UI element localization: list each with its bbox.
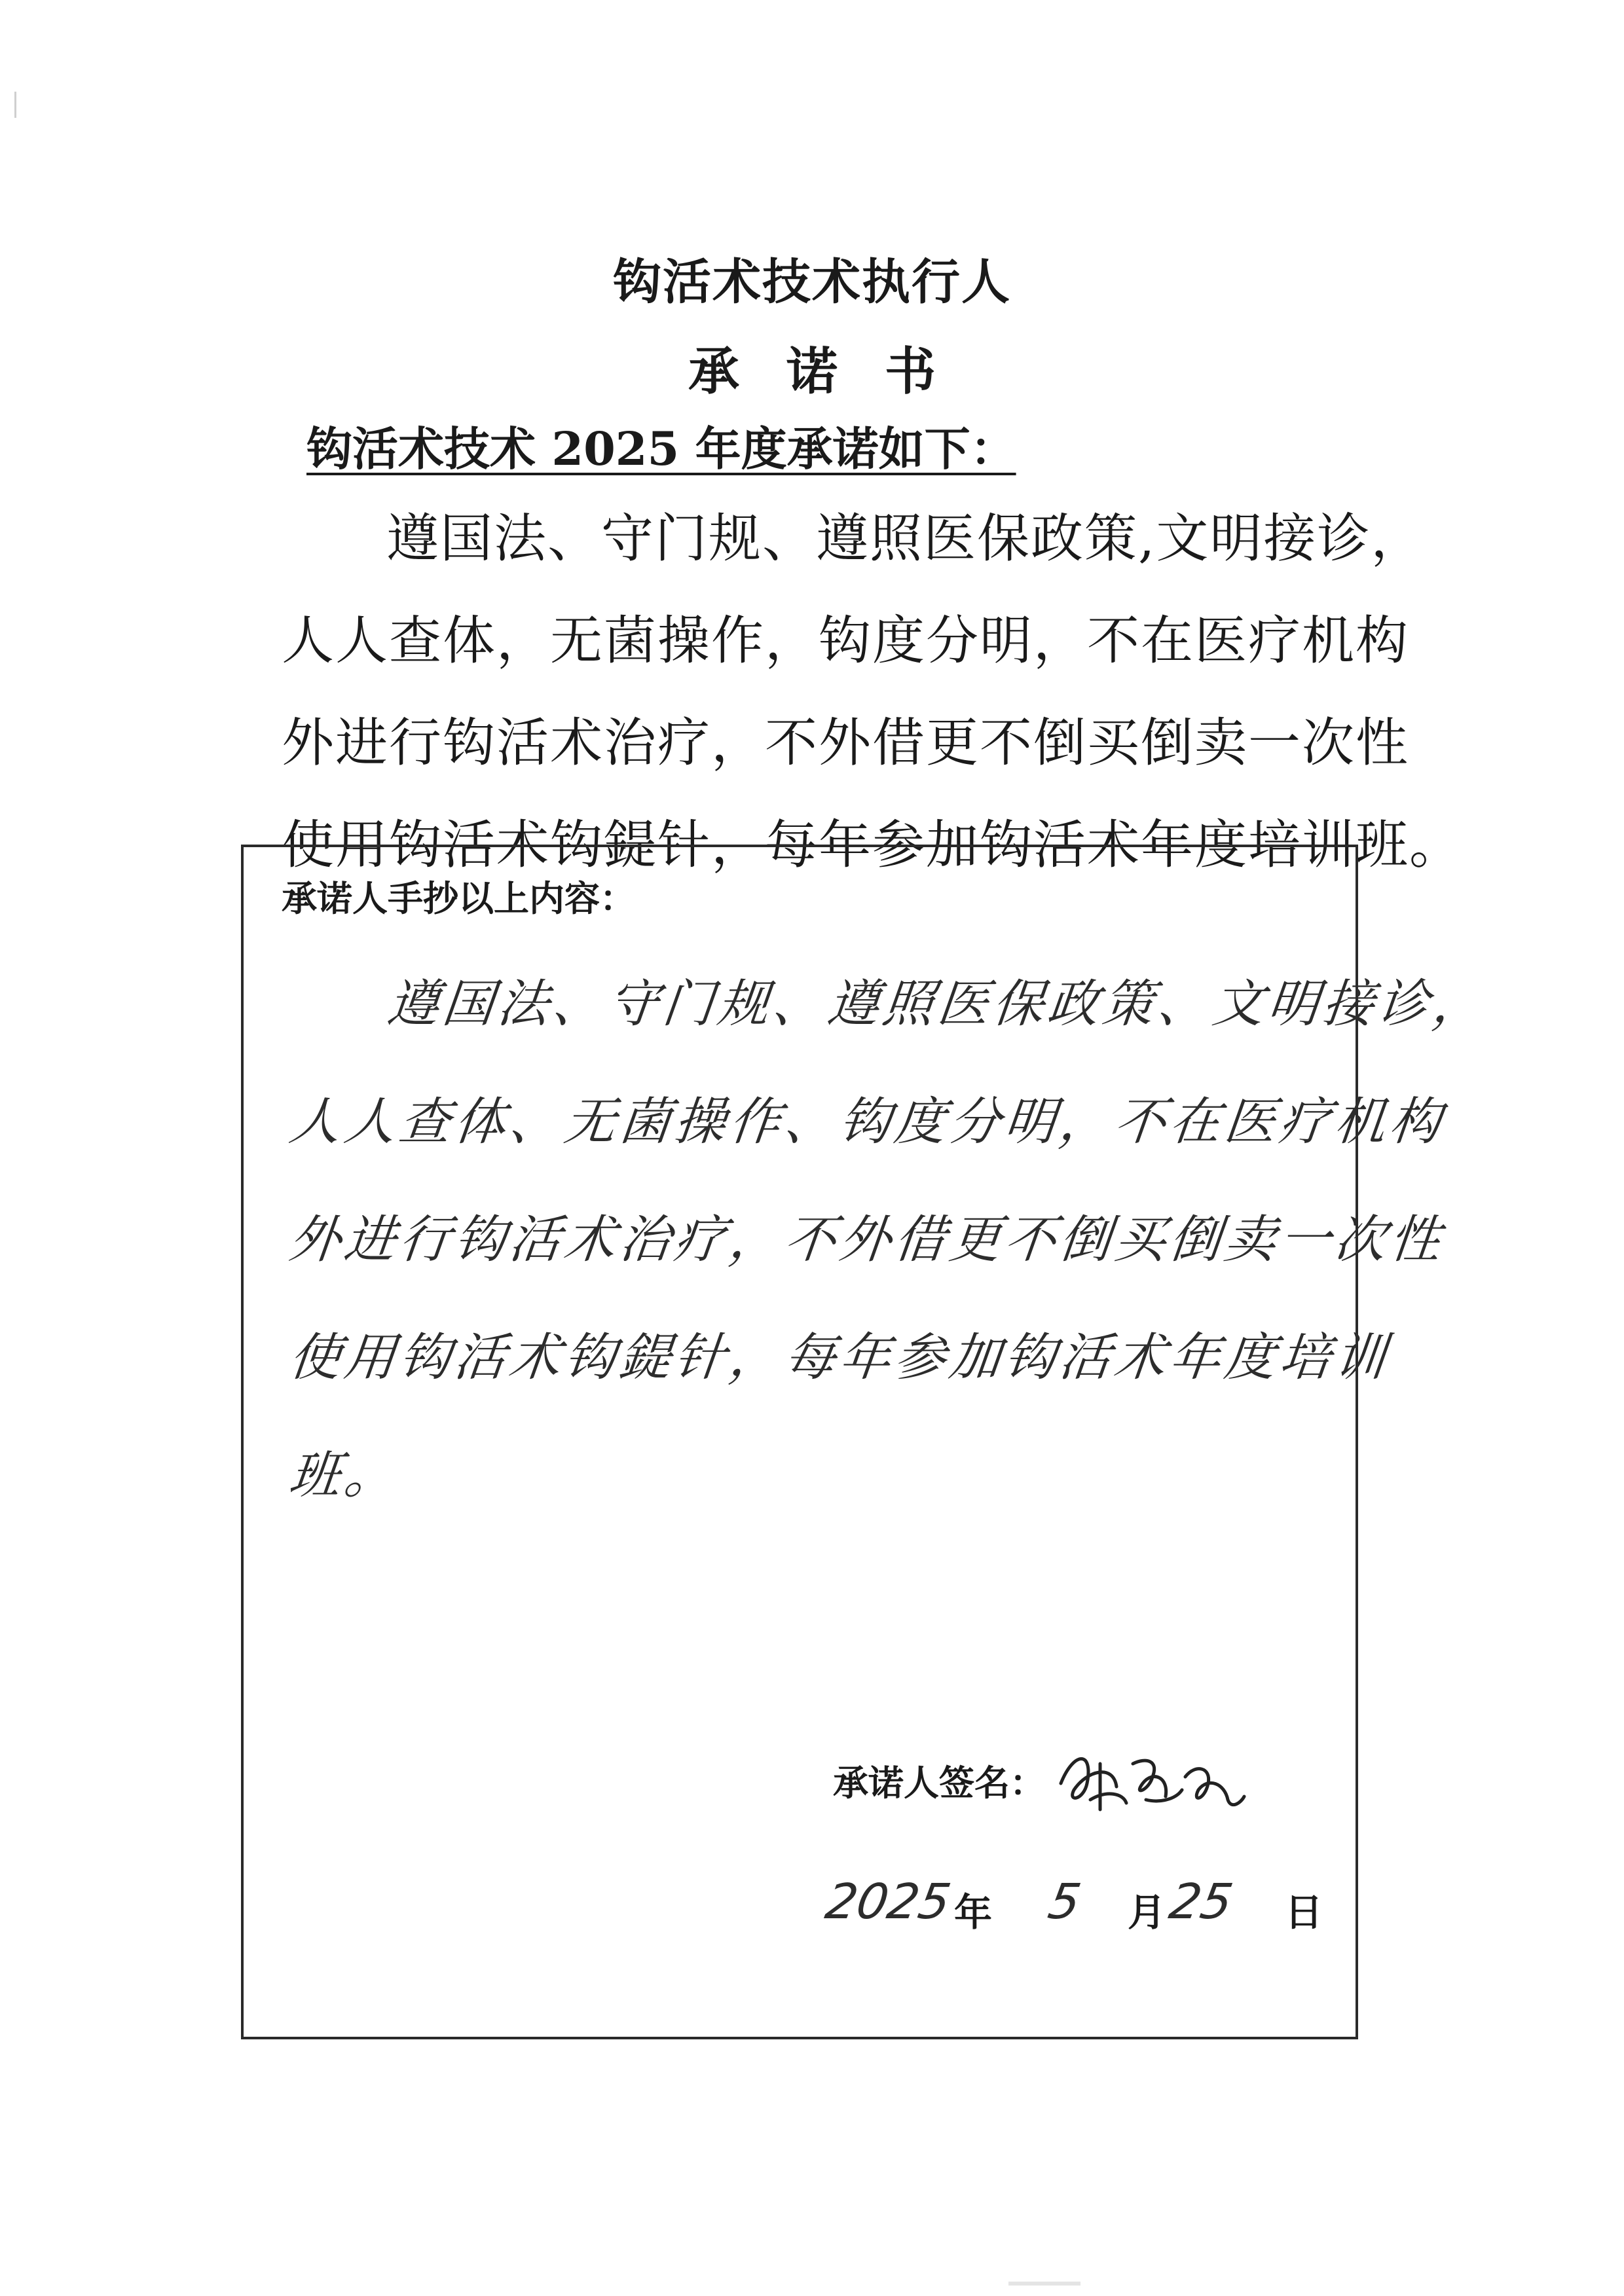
date-row [821,1868,1324,1947]
scan-edge-mark [14,92,16,118]
pledge-line: 人人查体，无菌操作，钩度分明，不在医疗机构 [282,610,1409,671]
date-day-handwritten: 25 [1165,1874,1237,1930]
handwritten-copy [286,945,1491,1535]
pledge-line: 外进行钩活术治疗，不外借更不倒买倒卖一次性 [282,712,1409,773]
signature-row [833,1738,1251,1823]
pledge-line: 使用钩活术钩鍉针，每年参加钩活术年度培训班。 [282,814,1463,875]
handwritten-copy-box [241,845,1491,2039]
date-day-unit: 日 [1285,1890,1323,1935]
date-year-handwritten: 2025 [821,1874,955,1930]
copy-box-label: 承诺人手抄以上内容： [282,877,635,919]
pledge-body [282,488,1463,896]
handwritten-line: 班。 [286,1446,403,1505]
handwritten-line: 外进行钩活术治疗，不外借更不倒买倒卖一次性 [286,1211,1448,1269]
date-month-unit: 月 [1128,1890,1166,1935]
document-title: 钩活术技术执行人 [613,254,1011,310]
handwritten-signature [1054,1738,1251,1823]
handwritten-line: 使用钩活术钩鍉针，每年参加钩活术年度培训 [286,1328,1393,1387]
pledge-line: 遵国法、守门规、遵照医保政策,文明接诊， [386,508,1425,569]
document-subtitle: 承诺书 [688,342,983,401]
pledge-intro: 钩活术技术 2025 年度承诺如下： [306,422,1016,476]
date-month-handwritten: 5 [1044,1874,1085,1930]
signature-label: 承诺人签名： [833,1761,1045,1804]
handwritten-line: 人人查体、无菌操作、钩度分明，不在医疗机构 [286,1093,1448,1152]
handwritten-line: 遵国法、守门规、遵照医保政策、文明接诊， [384,975,1491,1034]
scan-footer-mark [1008,2282,1080,2286]
date-year-unit: 年 [954,1890,993,1935]
